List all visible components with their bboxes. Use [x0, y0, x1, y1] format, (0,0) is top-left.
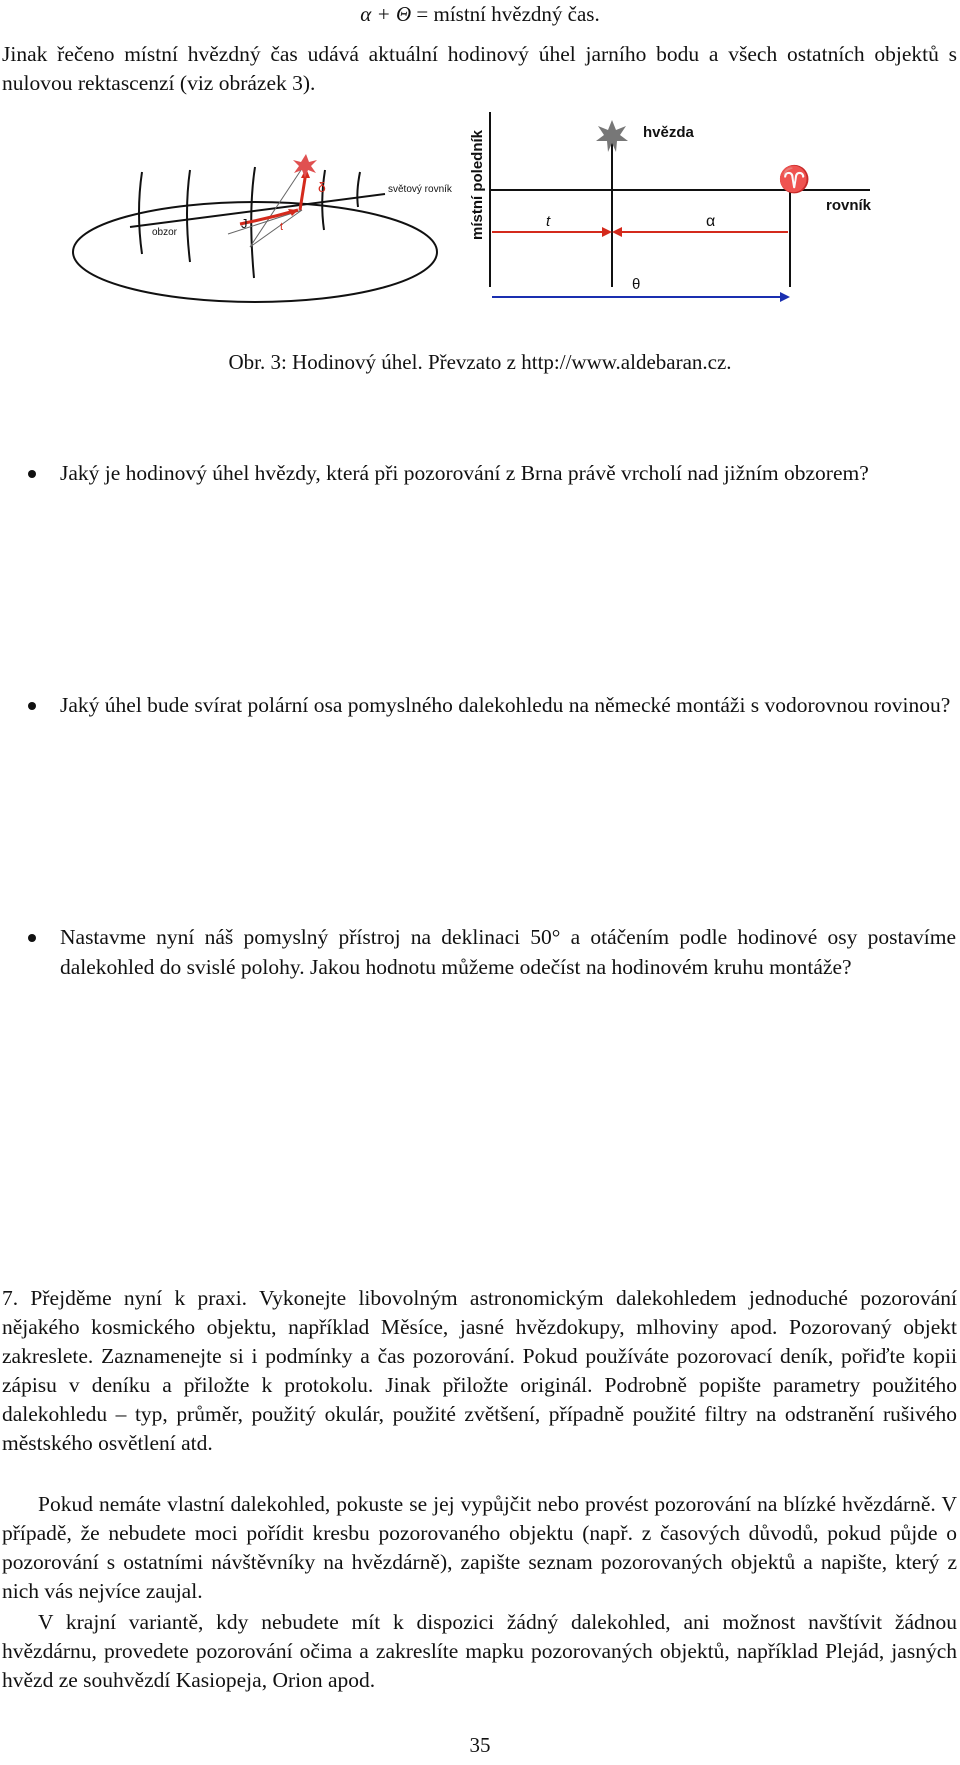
question-2-text: Jaký úhel bude svírat polární osa pomyslného dalekohledu na německé montáži s vodorovnou rovinou? [60, 693, 951, 717]
horizon-ellipse [73, 202, 437, 302]
hour-circle-2 [187, 170, 190, 262]
question-3-text: Nastavme nyní náš pomyslný přístroj na deklinaci 50° a otáčením podle hodinové osy postavíme dalekohled do svislé polohy. Jakou hodnotu můžeme odečíst na hodinovém kruhu montáže? [60, 925, 956, 979]
question-1 [28, 458, 956, 488]
intro-paragraph: Jinak řečeno místní hvězdný čas udává aktuální hodinový úhel jarního bodu a všech ostatních objektů s nulovou rektascenzí (viz obrázek 3). [2, 42, 957, 95]
star-small-icon [293, 154, 317, 178]
t-arrowhead [602, 227, 612, 237]
bullet-dot [28, 470, 36, 478]
theta-label: θ [632, 276, 641, 293]
page-number: 35 [469, 1733, 491, 1757]
star-label: hvězda [643, 124, 694, 141]
question-2 [28, 690, 956, 720]
equator-label-right: rovník [826, 197, 872, 214]
meridian-label: místní poledník [469, 129, 486, 240]
t-label-right: t [546, 213, 551, 230]
formula-left: α + Θ [360, 2, 412, 26]
question-3 [28, 922, 956, 982]
right-diagram [469, 112, 872, 302]
horizon-label: obzor [152, 227, 178, 238]
formula [0, 2, 960, 27]
alpha-arrowhead [612, 227, 622, 237]
equator-label-left: světový rovník [388, 184, 452, 195]
hour-angle-figure [0, 112, 960, 322]
figure-caption: Obr. 3: Hodinový úhel. Převzato z http://www.aldebaran.cz. [228, 350, 732, 374]
theta-arrowhead [780, 292, 790, 302]
bullet-dot [28, 702, 36, 710]
delta-label: δ [318, 179, 326, 195]
hour-circle-5 [357, 172, 360, 207]
question-1-text: Jaký je hodinový úhel hvězdy, která při pozorování z Brna právě vrcholí nad jižním obzorem? [60, 461, 869, 485]
south-point-label: J [241, 216, 248, 231]
celestial-equator-line [130, 194, 385, 227]
t-label-left: t [280, 221, 284, 233]
borrow-telescope-paragraph: Pokud nemáte vlastní dalekohled, pokuste se jej vypůjčit nebo provést pozorování na blízké hvězdárně. V případě, že nebudete moci pořídit kresbu pozorovaného objektu (např. z časových důvodů, pokud půjde o pozorování s ostatními návštěvníky na hvězdárně), zapište seznam pozorovaných objektů a napište, který z nich vás nejvíce zaujal. [2, 1492, 957, 1603]
alpha-label: α [706, 213, 716, 230]
formula-right: = místní hvězdný čas. [416, 2, 600, 26]
bullet-dot [28, 934, 36, 942]
naked-eye-paragraph: V krajní variantě, kdy nebudete mít k dispozici žádný dalekohled, ani možnost navštívit žádnou hvězdárnu, provedete pozorování očima a zakreslíte mapku pozorovaných objektů, například Plejád, jasných hvězd ze souhvězdí Kasiopeja, Orion apod. [2, 1610, 957, 1692]
left-diagram [73, 154, 453, 302]
task-7-paragraph: 7. Přejděme nyní k praxi. Vykonejte libovolným astronomickým dalekohledem jednoduché pozorování nějakého kosmického objektu, například Měsíce, jasné hvězdokupy, mlhoviny apod. Pozorovaný objekt zakreslete. Zaznamenejte si i podmínky a čas pozorování. Pokud používáte pozorovací deník, pořiďte kopii zápisu v deníku a přiložte k protokolu. Jinak přiložte originál. Podrobně popište parametry použitého dalekohledu – typ, průměr, použitý okulár, použité zvětšení, případně použité filtry na odstranění rušivého městského osvětlení atd. [2, 1286, 957, 1455]
aries-icon: ♈ [778, 164, 811, 194]
